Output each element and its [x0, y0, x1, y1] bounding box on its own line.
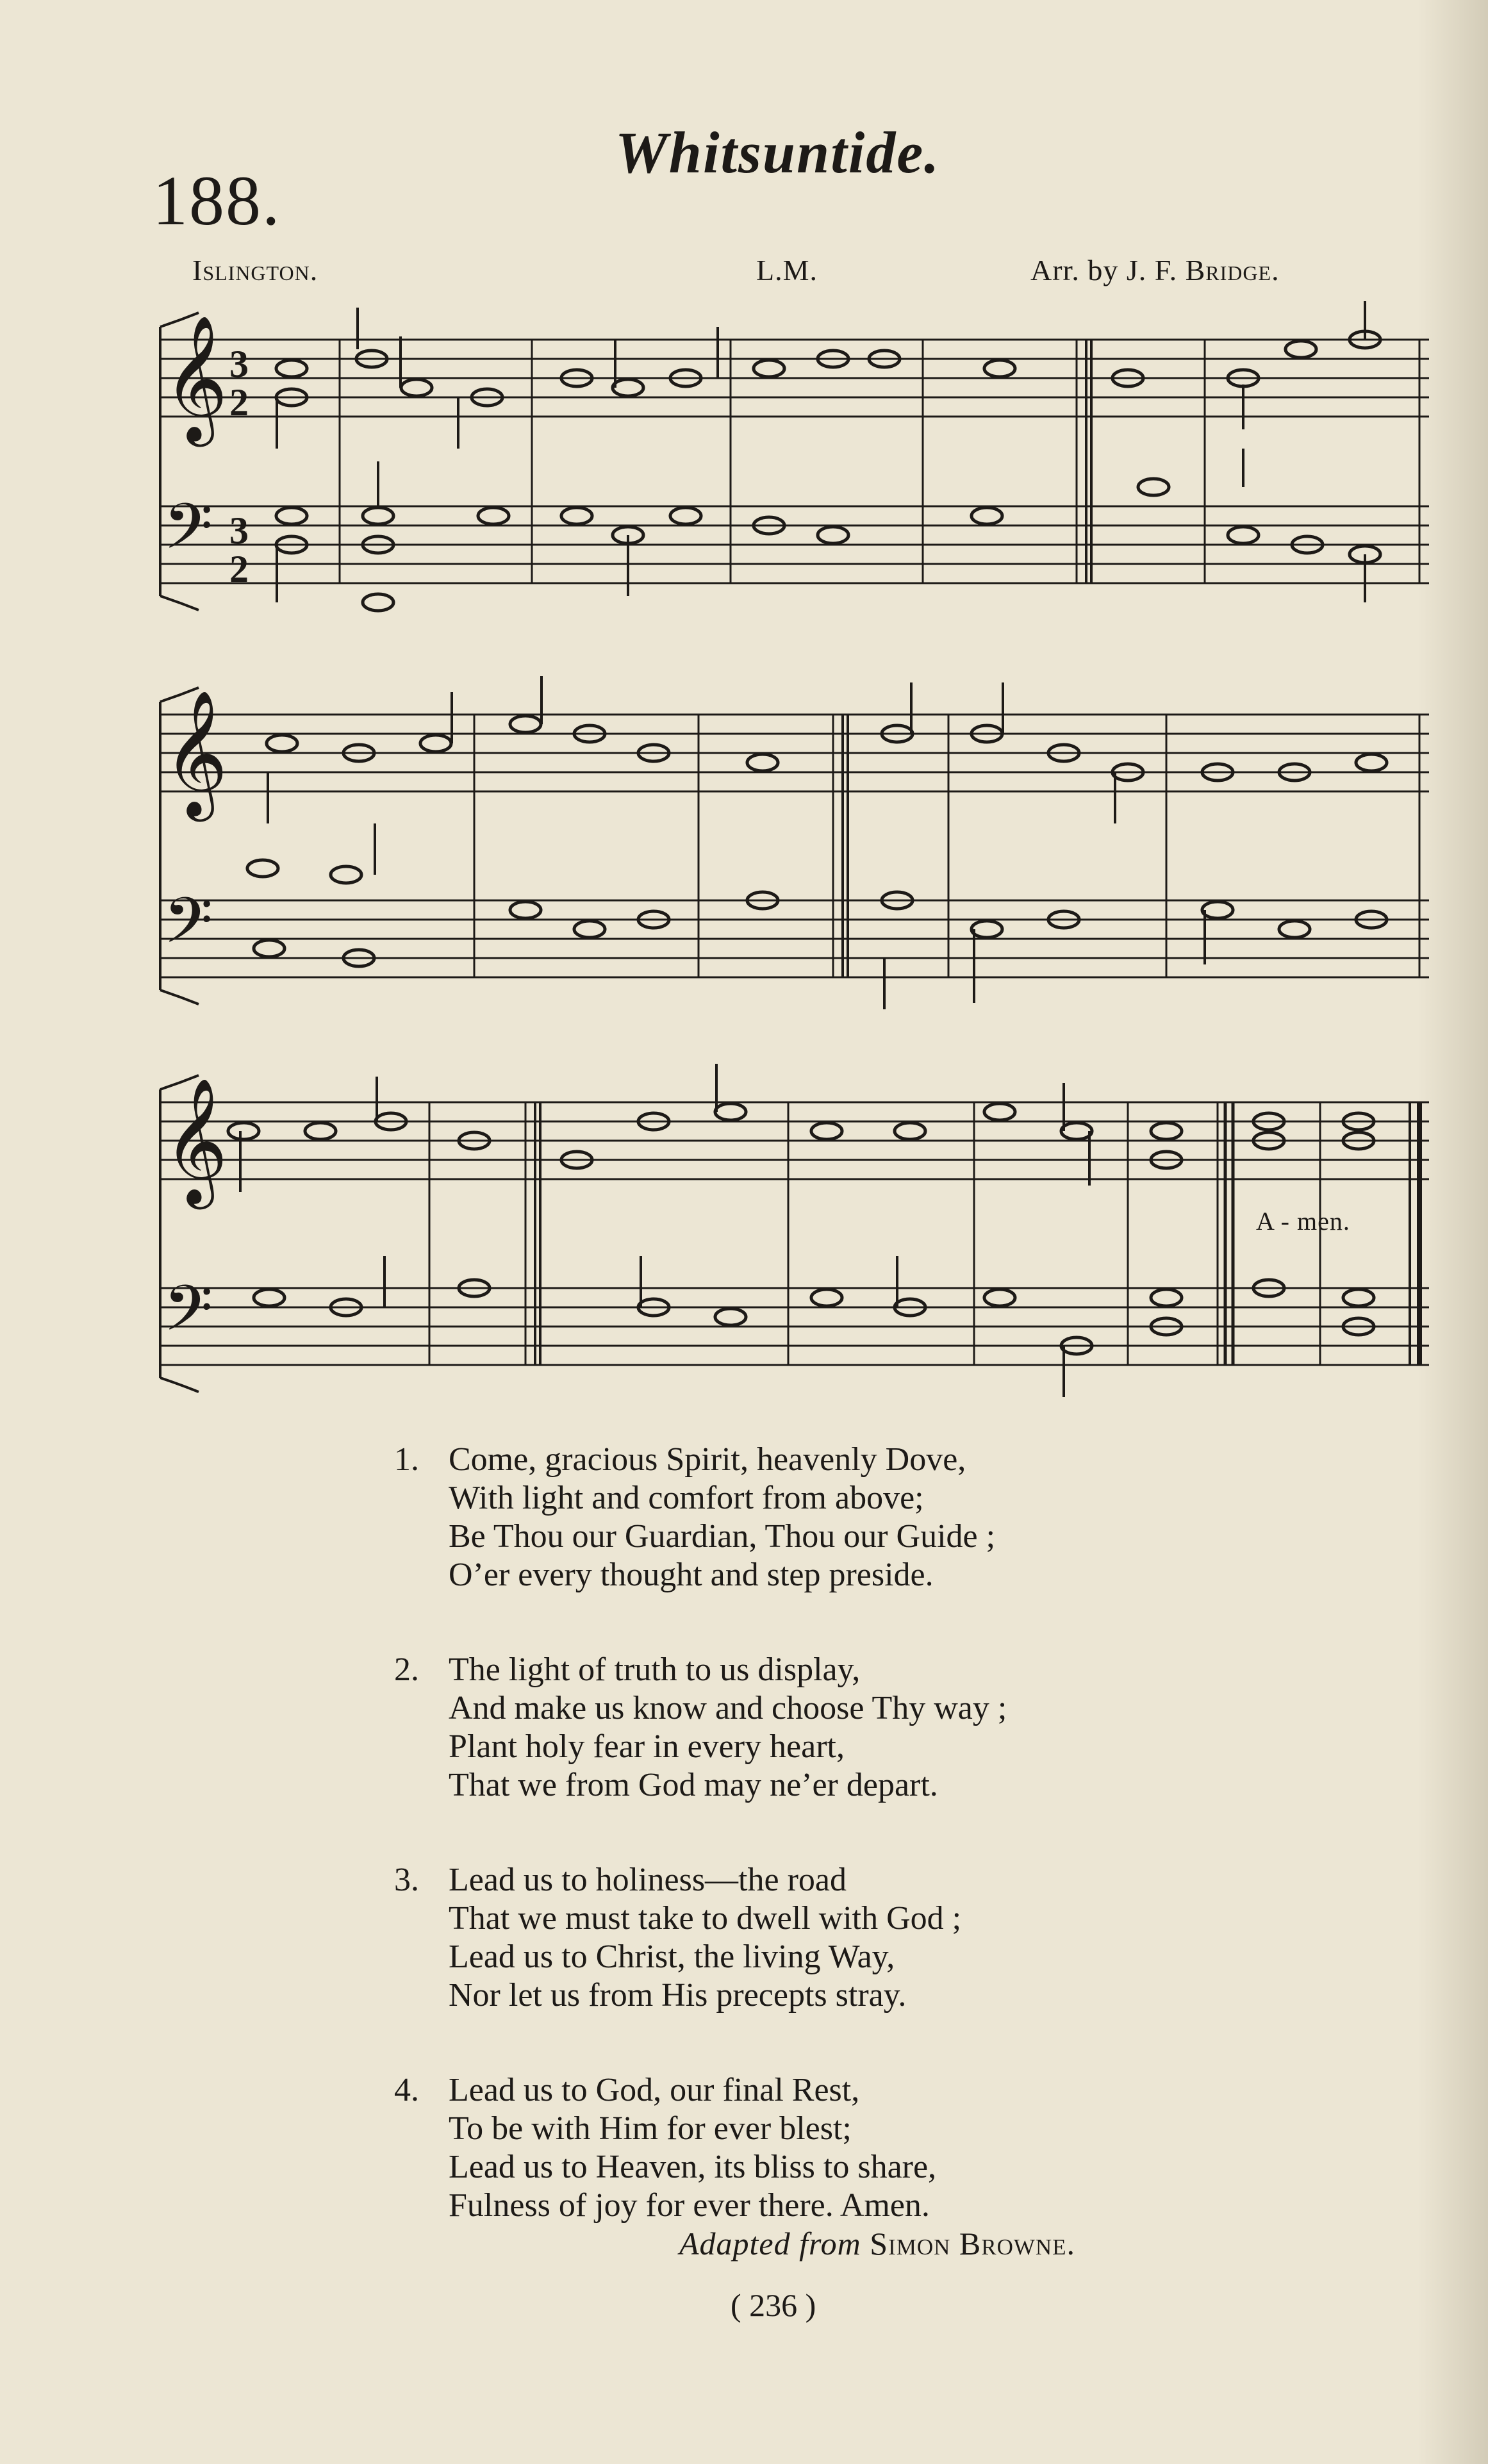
hymn-number: 188.: [153, 161, 281, 240]
time-sig-bottom-treble: 2: [229, 381, 249, 424]
svg-text:𝄞: 𝄞: [163, 315, 228, 442]
time-sig-top-bass: 3: [229, 509, 249, 552]
author-last-name: Browne.: [959, 2226, 1076, 2261]
verse-line: Lead us to God, our final Rest,: [449, 2072, 860, 2108]
verse-number: 4.: [394, 2072, 419, 2108]
verse-line: To be with Him for ever blest;: [449, 2110, 852, 2147]
svg-text:𝄢: 𝄢: [163, 1272, 213, 1361]
season-title: Whitsuntide.: [615, 120, 941, 185]
svg-text:𝄞: 𝄞: [163, 690, 228, 816]
arranger-surname: Bridge.: [1185, 254, 1280, 286]
amen-lyric: A - men.: [1256, 1207, 1350, 1236]
hymn-verses: [394, 1441, 1355, 2281]
verse-line: That we from God may ne’er depart.: [449, 1767, 938, 1803]
verse-line: Lead us to Heaven, its bliss to share,: [449, 2149, 937, 2185]
system-3-staves: [154, 1064, 1435, 1397]
author-first-name: Simon: [870, 2226, 951, 2261]
verse-1: [394, 1441, 1355, 1594]
verse-number: 3.: [394, 1862, 419, 1898]
arranger-credit: [1030, 253, 1280, 287]
verse-number: 1.: [394, 1441, 419, 1478]
verse-line: Be Thou our Guardian, Thou our Guide ;: [449, 1518, 996, 1555]
verse-line: The light of truth to us display,: [449, 1651, 861, 1688]
verse-line: With light and comfort from above;: [449, 1480, 924, 1516]
tune-name: Islington.: [192, 254, 318, 286]
verse-line: Plant holy fear in every heart,: [449, 1728, 845, 1765]
verse-4: [394, 2071, 1355, 2225]
time-sig-bottom-bass: 2: [229, 548, 249, 590]
time-sig-top-treble: 3: [229, 343, 249, 385]
music-system-2: [154, 676, 1435, 1009]
svg-text:𝄢: 𝄢: [163, 490, 213, 579]
verse-line: That we must take to dwell with God ;: [449, 1900, 962, 1937]
verse-line: Lead us to Christ, the living Way,: [449, 1939, 895, 1975]
svg-text:𝄞: 𝄞: [163, 1077, 228, 1204]
system-2-staves: [154, 676, 1435, 1009]
arranger-prefix: Arr. by J. F.: [1030, 254, 1186, 286]
verse-line: Fulness of joy for ever there. Amen.: [449, 2187, 930, 2224]
verse-line: Nor let us from His precepts stray.: [449, 1977, 907, 2013]
system-1-staves: [154, 301, 1435, 634]
attribution-prefix: Adapted from: [679, 2226, 870, 2261]
verse-number: 2.: [394, 1651, 419, 1688]
verse-line: And make us know and choose Thy way ;: [449, 1690, 1007, 1726]
verse-line: Come, gracious Spirit, heavenly Dove,: [449, 1441, 966, 1478]
attribution: [679, 2225, 1075, 2262]
svg-text:𝄢: 𝄢: [163, 884, 213, 973]
music-system-3: [154, 1064, 1435, 1397]
verse-3: [394, 1861, 1355, 2015]
verse-2: [394, 1651, 1355, 1805]
page-number: ( 236 ): [731, 2287, 816, 2323]
meter: L.M.: [756, 254, 818, 286]
music-system-1: [154, 301, 1435, 634]
verse-line: Lead us to holiness—the road: [449, 1862, 847, 1898]
verse-line: O’er every thought and step preside.: [449, 1557, 934, 1593]
